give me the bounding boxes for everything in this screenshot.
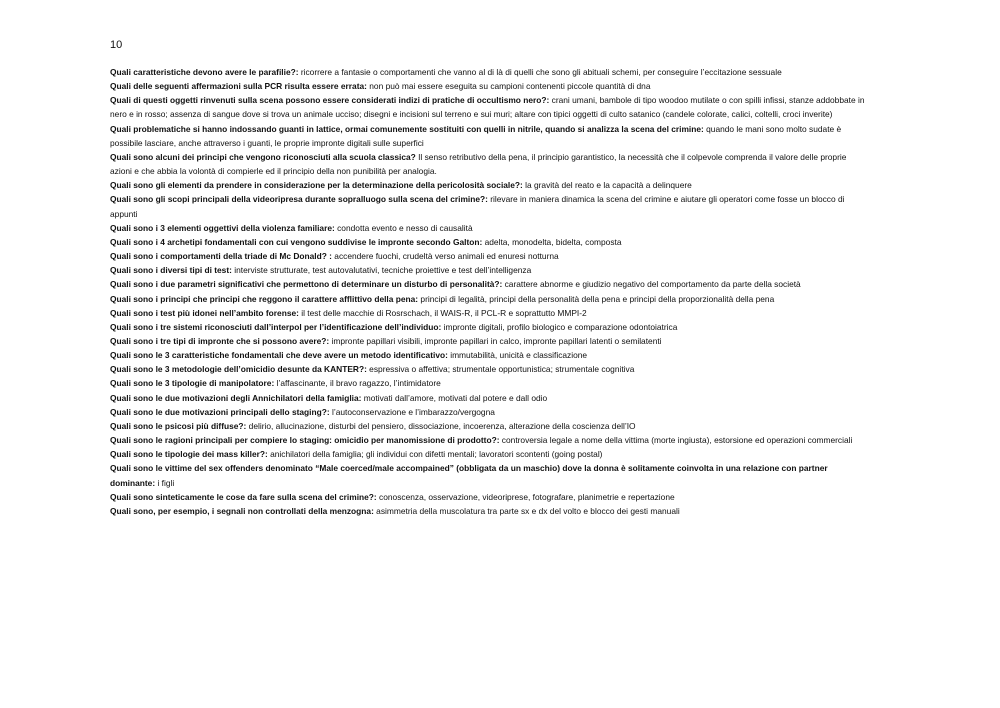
qa-list (110, 65, 870, 518)
question-text: Quali sono i comportamenti della triade di Mc Donald? : (110, 251, 332, 262)
answer-text: impronte digitali, profilo biologico e comparazione odontoiatrica (441, 321, 678, 332)
question-text: Quali problematiche si hanno indossando guanti in lattice, ormai comunemente sostituiti con quelli in nitrile, quando si analizza la scena del crimine: (110, 123, 704, 134)
question-text: Quali sono le vittime del sex offenders denominato “Male coerced/male accompained” (obbligata da un maschio) dove la donna è solitamente coinvolta in una relazione con partner dominante: (110, 463, 828, 488)
qa-item (110, 306, 870, 320)
answer-text: quando le mani sono molto sudate è possibile lasciare, anche attraverso i guanti, le proprie impronte digitali sulle superfici (110, 123, 842, 148)
qa-item (110, 461, 870, 489)
answer-text: principi di legalità, principi della personalità della pena e principi della proporzionalità della pena (418, 293, 775, 304)
question-text: Quali sono, per esempio, i segnali non controllati della menzogna: (110, 505, 374, 516)
answer-text: interviste strutturate, test autovalutativi, tecniche proiettive e test dell’intelligenza (231, 265, 532, 276)
answer-text: carattere abnorme e giudizio negativo del comportamento da parte della società (502, 279, 801, 290)
qa-item (110, 292, 870, 306)
question-text: Quali sono i test più idonei nell’ambito forense: (110, 307, 299, 318)
qa-item (110, 263, 870, 277)
qa-item (110, 79, 870, 93)
qa-item (110, 192, 870, 220)
qa-item (110, 178, 870, 192)
question-text: Quali sono i diversi tipi di test: (110, 265, 232, 276)
qa-item (110, 391, 870, 405)
answer-text: motivati dall’amore, motivati dal potere e dall odio (361, 392, 548, 403)
question-text: Quali sono le due motivazioni degli Annichilatori della famiglia: (110, 392, 362, 403)
answer-text: accendere fuochi, crudeltà verso animali ed enuresi notturna (331, 251, 559, 262)
question-text: Quali sono i 4 archetipi fondamentali con cui vengono suddivise le impronte secondo Galton: (110, 236, 483, 247)
question-text: Quali sono i tre sistemi riconosciuti dall’interpol per l’identificazione dell’individuo: (110, 321, 442, 332)
answer-text: immutabilità, unicità e classificazione (447, 350, 588, 361)
answer-text: il test delle macchie di Rosrschach, il WAIS-R, il PCL-R e soprattutto MMPI-2 (298, 307, 587, 318)
answer-text: Il senso retributivo della pena, il principio garantistico, la necessità che il colpevole comprenda il valore delle proprie azioni e che abbia la volontà di compierle ed il principio della non punibilità per analogia. (110, 151, 847, 177)
qa-item (110, 334, 870, 348)
qa-item (110, 405, 870, 419)
qa-item (110, 320, 870, 334)
answer-text: l’affascinante, il bravo ragazzo, l’intimidatore (274, 378, 441, 389)
qa-item (110, 249, 870, 263)
question-text: Quali sono gli scopi principali della videoripresa durante sopralluogo sulla scena del crimine?: (110, 194, 488, 205)
answer-text: conoscenza, osservazione, videoriprese, fotografare, planimetrie e repertazione (376, 491, 675, 502)
qa-item (110, 277, 870, 291)
answer-text: rilevare in maniera dinamica la scena del crimine e aiutare gli operatori come fosse un blocco di appunti (110, 194, 845, 219)
answer-text: i figli (155, 477, 175, 488)
qa-item (110, 235, 870, 249)
answer-text: ricorrere a fantasie o comportamenti che vanno al di là di quelli che sono gli abituali schemi, per conseguire l’eccitazione sessuale (298, 67, 782, 77)
question-text: Quali sono i principi che principi che reggono il carattere afflittivo della pena: (110, 293, 419, 304)
question-text: Quali sono le 3 caratteristiche fondamentali che deve avere un metodo identificativo: (110, 350, 448, 361)
question-text: Quali sono i due parametri significativi che permettono di determinare un disturbo di personalità?: (110, 279, 503, 290)
question-text: Quali di questi oggetti rinvenuti sulla scena possono essere considerati indizi di pratiche di occultismo nero?: (110, 95, 550, 106)
answer-text: la gravità del reato e la capacità a delinquere (522, 180, 692, 191)
question-text: Quali caratteristiche devono avere le parafilie?: (110, 67, 299, 77)
answer-text: non può mai essere eseguita su campioni contenenti piccole quantità di dna (366, 81, 651, 92)
question-text: Quali sono i 3 elementi oggettivi della violenza familiare: (110, 222, 335, 233)
qa-item (110, 348, 870, 362)
answer-text: crani umani, bambole di tipo woodoo mutilate o con spilli infissi, stanze addobbate in nero e in rosso; assenza di sangue dove si trova un animale ucciso; disegni e incisioni sul terreno e sui muri; altare con tipici oggetti di culto satanico (candele colorate, calici, coltelli, croci inverite) (110, 95, 865, 120)
question-text: Quali sono le tipologie dei mass killer?: (110, 449, 268, 460)
answer-text: espressiva o affettiva; strumentale opportunistica; strumentale cognitiva (366, 364, 635, 375)
answer-text: delirio, allucinazione, disturbi del pensiero, dissociazione, incoerenza, alterazione della coscienza dell’IO (246, 420, 636, 431)
qa-item (110, 122, 870, 150)
question-text: Quali sono le 3 metodologie dell’omicidio desunte da KANTER?: (110, 364, 367, 375)
question-text: Quali sono le psicosi più diffuse?: (110, 420, 247, 431)
question-text: Quali sono alcuni dei principi che vengono riconosciuti alla scuola classica? (110, 151, 416, 162)
answer-text: l’autoconservazione e l’imbarazzo/vergogna (329, 406, 495, 417)
question-text: Quali sono le due motivazioni principali dello staging?: (110, 406, 330, 417)
question-text: Quali sono gli elementi da prendere in considerazione per la determinazione della pericolosità sociale?: (110, 180, 523, 191)
question-text: Quali sono sinteticamente le cose da fare sulla scena del crimine?: (110, 491, 377, 502)
qa-item (110, 447, 870, 461)
qa-item (110, 221, 870, 235)
answer-text: impronte papillari visibili, impronte papillari in calco, impronte papillari latenti o semilatenti (329, 335, 662, 346)
answer-text: adelta, monodelta, bidelta, composta (482, 236, 622, 247)
question-text: Quali delle seguenti affermazioni sulla PCR risulta essere errata: (110, 81, 367, 92)
qa-item (110, 490, 870, 504)
qa-item (110, 419, 870, 433)
page-number: 10 (110, 39, 123, 51)
qa-item (110, 65, 870, 79)
qa-item (110, 362, 870, 376)
qa-item (110, 150, 870, 178)
qa-item (110, 376, 870, 390)
answer-text: condotta evento e nesso di causalità (334, 222, 473, 233)
qa-item (110, 504, 870, 518)
answer-text: asimmetria della muscolatura tra parte sx e dx del volto e blocco dei gesti manuali (373, 505, 680, 516)
question-text: Quali sono i tre tipi di impronte che si possono avere?: (110, 335, 330, 346)
answer-text: controversia legale a nome della vittima (morte ingiusta), estorsione ed operazioni commerciali (499, 435, 853, 446)
qa-item (110, 93, 870, 121)
question-text: Quali sono le 3 tipologie di manipolatore: (110, 378, 275, 389)
answer-text: anichilatori della famiglia; gli individui con difetti mentali; lavoratori scontenti (going postal) (267, 449, 603, 460)
qa-item (110, 433, 870, 447)
question-text: Quali sono le ragioni principali per compiere lo staging: omicidio per manomissione di prodotto?: (110, 435, 500, 446)
